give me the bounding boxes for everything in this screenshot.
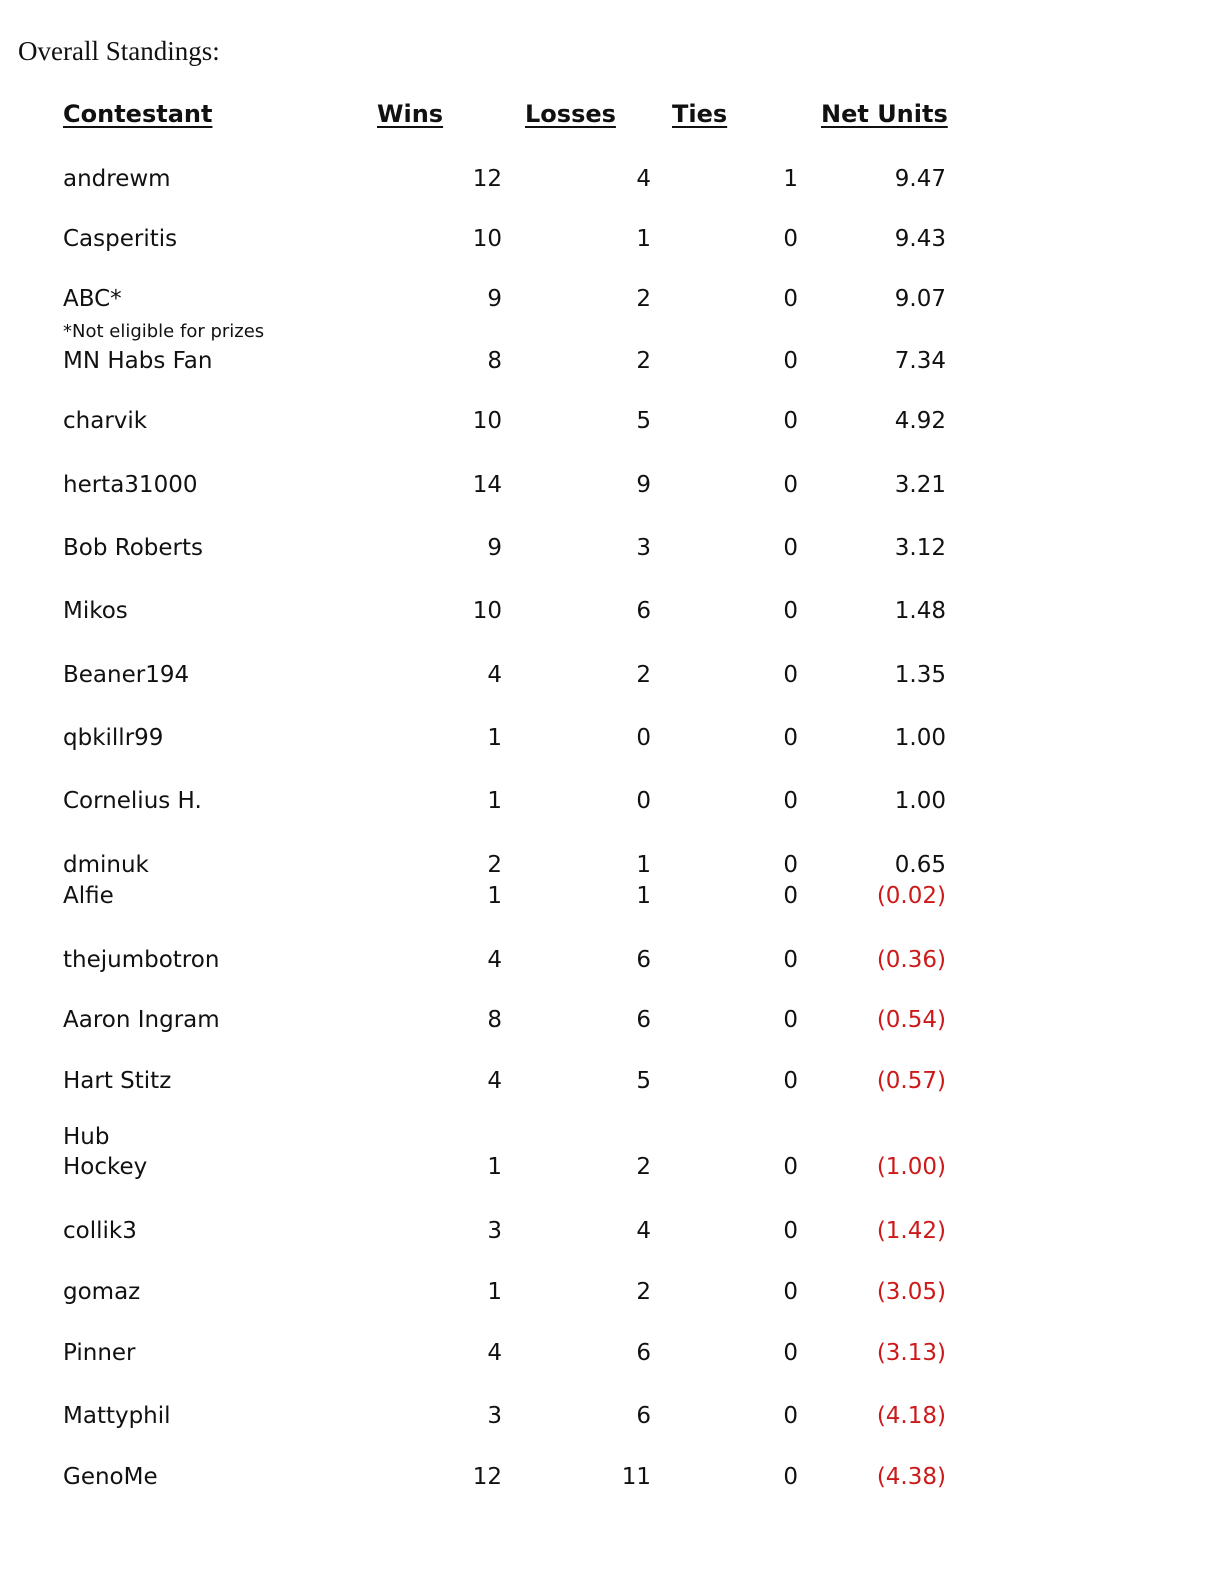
wins-value: 10 [472,226,502,252]
ties-value: 0 [783,598,798,624]
contestant-name: dminuk [63,852,149,878]
net-units-value: 3.12 [894,535,946,561]
net-units-value: 7.34 [894,348,946,374]
net-units-value: 9.47 [894,166,946,192]
wins-value: 8 [487,1007,502,1033]
ties-value: 0 [783,1340,798,1366]
losses-value: 11 [621,1464,651,1490]
losses-value: 6 [636,1403,651,1429]
ties-value: 0 [783,662,798,688]
net-units-value: 0.65 [894,852,946,878]
contestant-name: Casperitis [63,226,178,252]
wins-value: 9 [487,535,502,561]
net-units-value: (0.54) [876,1007,946,1033]
losses-value: 1 [636,883,651,909]
losses-value: 5 [636,1068,651,1094]
contestant-name: Pinner [63,1340,136,1366]
net-units-value: (3.05) [876,1279,946,1305]
ties-value: 0 [783,1403,798,1429]
net-units-value: 4.92 [894,408,946,434]
contestant-name: herta31000 [63,472,198,498]
wins-value: 3 [487,1403,502,1429]
contestant-name: ABC* [63,286,122,312]
ties-value: 1 [783,166,798,192]
ties-value: 0 [783,226,798,252]
ties-value: 0 [783,788,798,814]
net-units-value: (0.02) [876,883,946,909]
contestant-name: Cornelius H. [63,788,202,814]
contestant-name: charvik [63,408,148,434]
contestant-name: Beaner194 [63,662,190,688]
page-title: Overall Standings: [18,36,220,66]
wins-value: 4 [487,947,502,973]
wins-value: 2 [487,852,502,878]
wins-value: 12 [472,166,502,192]
wins-value: 1 [487,1154,502,1180]
wins-value: 1 [487,788,502,814]
wins-value: 1 [487,883,502,909]
net-units-value: (3.13) [876,1340,946,1366]
ties-value: 0 [783,852,798,878]
net-units-value: 1.35 [894,662,946,688]
ties-value: 0 [783,1464,798,1490]
losses-value: 0 [636,725,651,751]
header-net-units: Net Units [821,100,948,128]
eligibility-note: *Not eligible for prizes [63,321,265,342]
contestant-name-line: Hub [63,1124,110,1150]
wins-value: 1 [487,725,502,751]
losses-value: 1 [636,852,651,878]
losses-value: 1 [636,226,651,252]
ties-value: 0 [783,472,798,498]
contestant-name: qbkillr99 [63,725,164,751]
contestant-name: thejumbotron [63,947,220,973]
losses-value: 6 [636,947,651,973]
losses-value: 2 [636,1279,651,1305]
losses-value: 4 [636,166,651,192]
wins-value: 8 [487,348,502,374]
wins-value: 1 [487,1279,502,1305]
ties-value: 0 [783,1007,798,1033]
net-units-value: (1.42) [876,1218,946,1244]
losses-value: 2 [636,348,651,374]
net-units-value: (4.18) [876,1403,946,1429]
losses-value: 6 [636,1340,651,1366]
losses-value: 6 [636,598,651,624]
wins-value: 3 [487,1218,502,1244]
wins-value: 4 [487,1068,502,1094]
losses-value: 0 [636,788,651,814]
contestant-name-line: Hockey [63,1154,148,1180]
contestant-name: Mikos [63,598,128,624]
wins-value: 12 [472,1464,502,1490]
header-ties: Ties [672,100,728,128]
losses-value: 2 [636,286,651,312]
ties-value: 0 [783,883,798,909]
wins-value: 4 [487,662,502,688]
net-units-value: 1.48 [894,598,946,624]
losses-value: 6 [636,1007,651,1033]
net-units-value: (0.57) [876,1068,946,1094]
ties-value: 0 [783,1068,798,1094]
net-units-value: (0.36) [876,947,946,973]
wins-value: 14 [472,472,502,498]
header-wins: Wins [377,100,444,128]
contestant-name: GenoMe [63,1464,158,1490]
contestant-name: gomaz [63,1279,141,1305]
losses-value: 3 [636,535,651,561]
contestant-name: MN Habs Fan [63,348,213,374]
ties-value: 0 [783,1154,798,1180]
ties-value: 0 [783,286,798,312]
contestant-name: Alfie [63,883,114,909]
contestant-name: Mattyphil [63,1403,171,1429]
wins-value: 4 [487,1340,502,1366]
ties-value: 0 [783,348,798,374]
header-losses: Losses [525,100,616,128]
wins-value: 10 [472,598,502,624]
ties-value: 0 [783,725,798,751]
ties-value: 0 [783,535,798,561]
net-units-value: 1.00 [894,725,946,751]
contestant-name: Bob Roberts [63,535,203,561]
losses-value: 4 [636,1218,651,1244]
net-units-value: 1.00 [894,788,946,814]
contestant-name: andrewm [63,166,171,192]
ties-value: 0 [783,1218,798,1244]
contestant-name: collik3 [63,1218,137,1244]
contestant-name: Aaron Ingram [63,1007,220,1033]
ties-value: 0 [783,1279,798,1305]
contestant-name: Hart Stitz [63,1068,172,1094]
ties-value: 0 [783,408,798,434]
losses-value: 5 [636,408,651,434]
net-units-value: 9.07 [894,286,946,312]
net-units-value: 9.43 [894,226,946,252]
wins-value: 10 [472,408,502,434]
header-contestant: Contestant [63,100,213,128]
ties-value: 0 [783,947,798,973]
wins-value: 9 [487,286,502,312]
losses-value: 9 [636,472,651,498]
net-units-value: 3.21 [894,472,946,498]
losses-value: 2 [636,662,651,688]
losses-value: 2 [636,1154,651,1180]
net-units-value: (1.00) [876,1154,946,1180]
net-units-value: (4.38) [876,1464,946,1490]
